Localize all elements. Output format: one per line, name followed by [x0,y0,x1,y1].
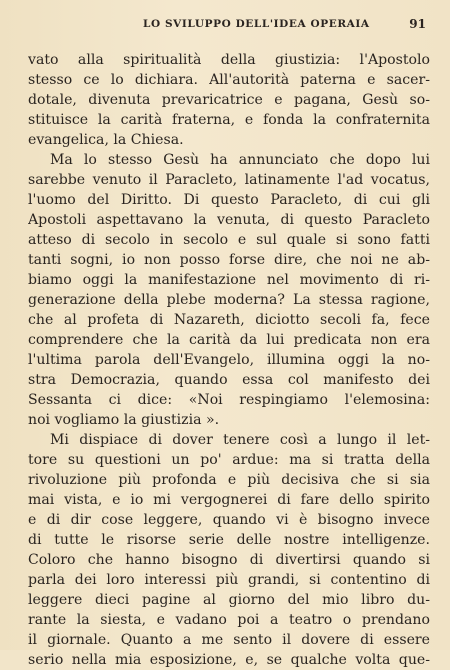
text-line: Ma lo stesso Gesù ha annunciato che dopo lui [50,152,430,168]
text-line: il giornale. Quanto a me sento il dovere di essere [28,632,430,648]
text-line: noi vogliamo la giustizia ». [28,412,220,428]
text-line: e di dir cose leggere, quando vi è bisogno invece [28,512,430,528]
text-line: evangelica, la Chiesa. [28,132,184,148]
text-line: leggere dieci pagine al giorno del mio libro du- [28,592,430,608]
text-line: tore su questioni un po' ardue: ma si tratta della [28,452,430,468]
text-line: vato alla spiritualità della giustizia: l'Apostolo [28,52,430,68]
text-line: Sessanta ci dice: «Noi respingiamo l'elemosina: [28,392,430,408]
text-line: Mi dispiace di dover tenere così a lungo il let- [50,432,430,448]
text-line: di tutte le risorse serie delle nostre intelligenze. [28,532,430,548]
text-line: parla dei loro interessi più grandi, si contentino di [28,572,430,588]
text-line: stra Democrazia, quando essa col manifesto dei [28,372,430,388]
running-title: LO SVILUPPO DELL'IDEA OPERAIA [143,18,370,30]
page-header [28,18,426,34]
text-line: tanti sogni, io non posso forse dire, che noi ne ab- [28,252,430,268]
text-line: Apostoli aspettavano la venuta, di questo Paracleto [28,212,430,228]
text-line: comprendere che la carità da lui predicata non era [28,332,430,348]
text-line: l'uomo del Diritto. Di questo Paracleto, di cui gli [28,192,430,208]
text-line: generazione della plebe moderna? La stessa ragione, [28,292,430,308]
text-line: serio nella mia esposizione, e, se qualche volta que- [28,652,430,668]
text-line: che al profeta di Nazareth, diciotto secoli fa, fece [28,312,430,328]
text-line: stituisce la carità fraterna, e fonda la confraternita [28,112,430,128]
text-line: Coloro che hanno bisogno di divertirsi quando si [28,552,430,568]
body-text [28,50,430,670]
text-line: rivoluzione più profonda e più decisiva che si sia [28,472,430,488]
text-line: stesso ce lo dichiara. All'autorità paterna e sacer- [28,72,430,88]
text-line: sarebbe venuto il Paracleto, latinamente l'ad vocatus, [28,172,430,188]
text-line: mai vista, e io mi vergognerei di fare dello spirito [28,492,430,508]
page-number: 91 [409,17,426,31]
text-line: dotale, divenuta prevaricatrice e pagana, Gesù so- [28,92,430,108]
text-line: atteso di secolo in secolo e sul quale si sono fatti [28,232,430,248]
text-line: biamo oggi la manifestazione nel movimento di ri- [28,272,430,288]
text-line: rante la siesta, e vadano poi a teatro o prendano [28,612,430,628]
text-line: l'ultima parola dell'Evangelo, illumina oggi la no- [28,352,430,368]
